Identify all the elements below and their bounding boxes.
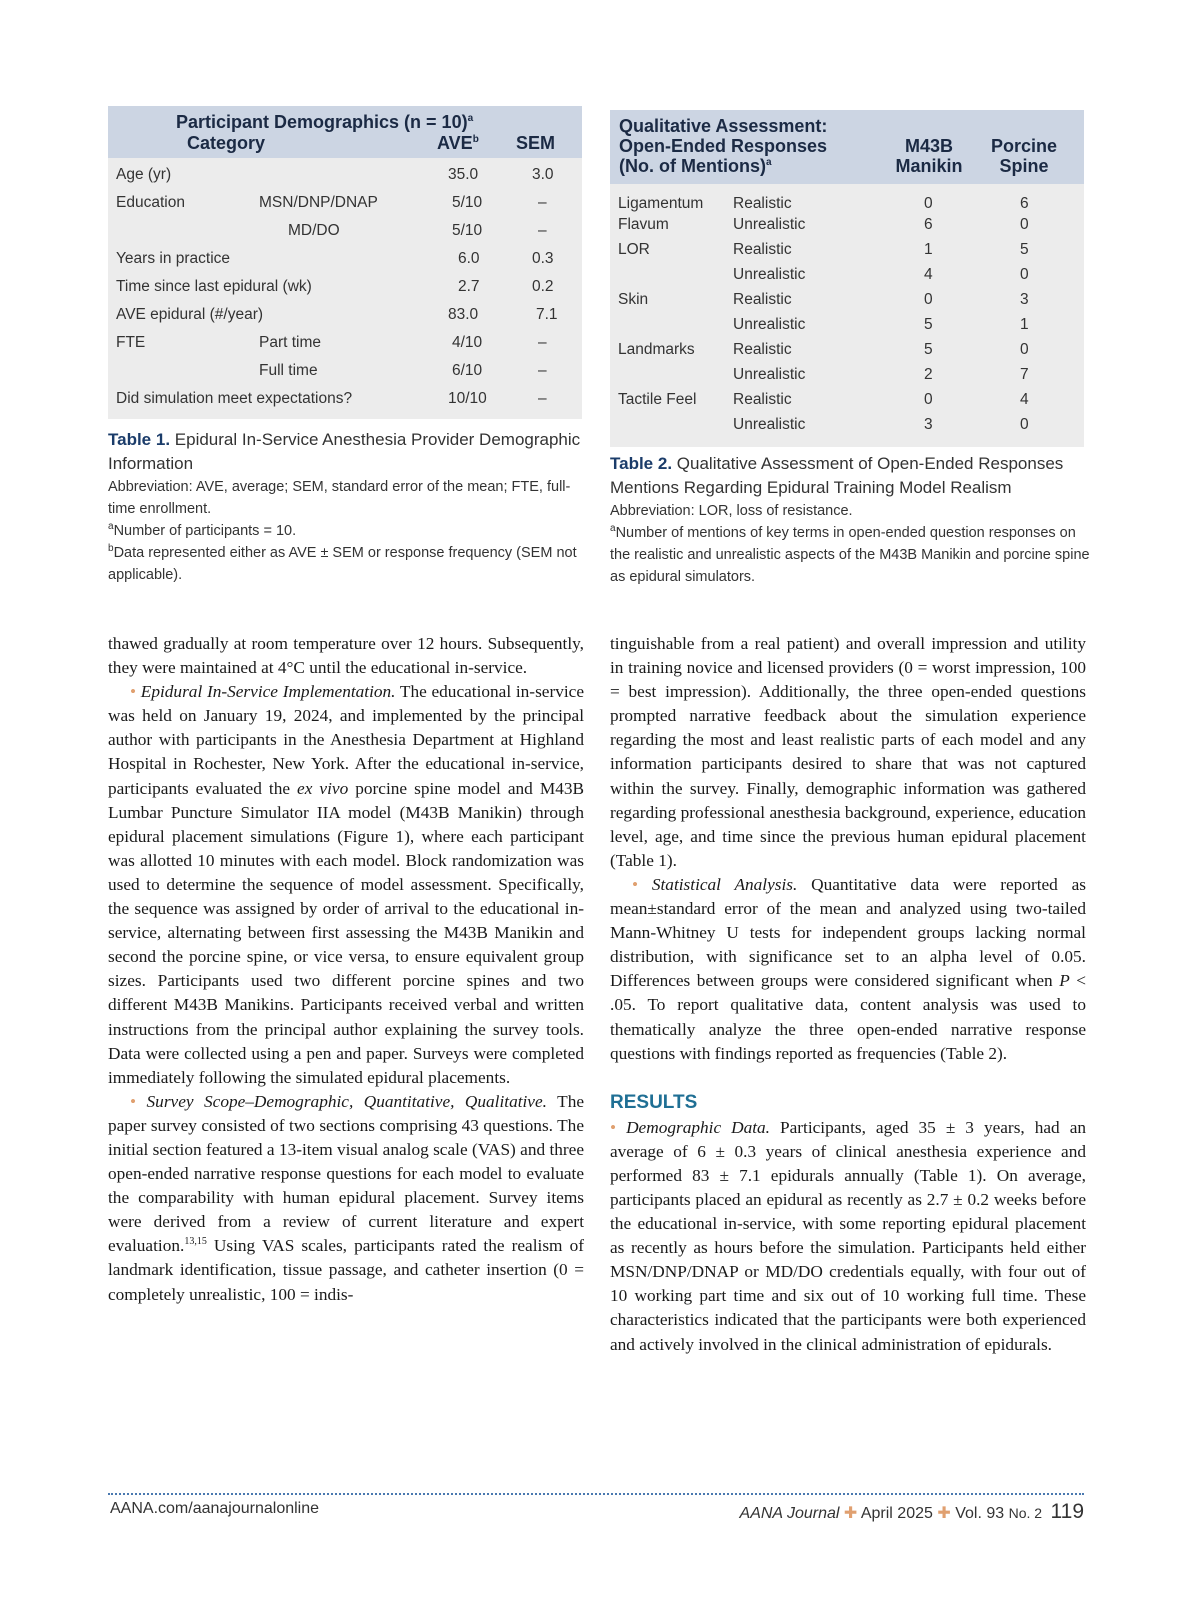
table-2-title: Qualitative Assessment: Open-Ended Responses (No. of Mentions)$^a$ [619, 116, 828, 176]
footer-url[interactable]: AANA.com/aanajournalonline [110, 1500, 320, 1517]
table-row: Unrealistic 3 0 [733, 416, 1029, 433]
paragraph: thawed gradually at room temperature over 12 hours. Subsequently, they were maintained at 4°C until the educational in-service. [108, 634, 584, 678]
page-number: 119 [1050, 1500, 1084, 1523]
table-row: Tactile Feel Realistic 0 4 [618, 391, 1029, 408]
table-row: Full time 6/10 – [259, 362, 547, 379]
paragraph: • Demographic Data. Participants, aged 35 ± 3 years, had an average of 6 ± 0.3 years of clinical anesthesia experience and performed 83 ± 7.1 epidurals annually (Table 1). On average, participants placed an epidural as recently as 2.7 ± 0.2 weeks before the educational in-service, with some reporting epidural placement as recently as hours before the simulation. Participants held either MSN/DNP/DNAP or MD/DO credentials equally, with four out of 10 working part time and six out of 10 working full time. These characteristics indicated that the participants were both experienced and actively involved in the clinical administration of epidurals. [610, 1117, 1087, 1354]
results-heading: RESULTS [610, 1091, 698, 1113]
paragraph: • Epidural In-Service Implementation. The educational in-service was held on January 19, 2024, and implemented by the principal author with participants in the Anesthesia Department at Highland Hospital in Rochester, New York. After the educational in-service, participants evaluated the ex vivo porcine spine model and M43B Lumbar Puncture Simulator IIA model (M43B Manikin) through epidural placement simulations (Figure 1), where each participant was allotted 10 minutes with each model. Block randomization was used to determine the sequence of model assessment. Specifically, the sequence was assigned by order of arrival to the educational in-service, alternating between first assessing the M43B Manikin and second the porcine spine, or vice versa, to ensure equivalent group sizes. Participants used two different porcine spines and two different M43B Manikins. Participants received verbal and written instructions from the principal author explaining the survey tools. Data were collected using a pen and paper. Surveys were completed immediately following the simulated epidural placements. [108, 682, 585, 1087]
table-row: Ligamentum Realistic 0 6 [618, 195, 1029, 212]
table-row: Flavum Unrealistic 6 0 [618, 216, 1029, 233]
paragraph: • Statistical Analysis. Quantitative data were reported as mean±standard error of the mean and analyzed using two-tailed Mann-Whitney U tests for independent groups lacking normal distribution, with significance set to an alpha level of 0.05. Differences between groups were considered significant when P < .05. To report qualitative data, content analysis was used to thematically analyze the three open-ended narrative response questions with findings reported as frequencies (Table 2). [610, 874, 1087, 1063]
footer-divider [108, 1493, 1084, 1495]
table-2 [610, 110, 1084, 447]
table-row: Landmarks Realistic 5 0 [618, 341, 1029, 358]
table-row: Unrealistic 4 0 [733, 266, 1029, 283]
table-1-title: Participant Demographics (n = 10)$^a$ [176, 112, 474, 132]
table-2-header [610, 110, 1084, 184]
bullet-icon: • [130, 1091, 137, 1111]
table-2-col-m43b: M43B Manikin [895, 136, 963, 176]
table-1 [108, 106, 582, 419]
table-row: Time since last epidural (wk) 2.7 0.2 [116, 278, 554, 295]
table-2-caption: Table 2. Qualitative Assessment of Open-Ended Responses Mentions Regarding Epidural Training Model Realism Abbreviation: LOR, loss of resistance. $^a$Number of mentions of key terms in open-ended question responses on the realistic and unrealistic aspects of the M43B Manikin and porcine spine as epidural simulators. [610, 454, 1090, 585]
left-column [108, 632, 584, 1307]
table-1-caption: Table 1. Epidural In-Service Anesthesia Provider Demographic Information Abbreviation: AVE, average; SEM, standard error of the mean; FTE, full-time enrollment. $^a$Number of participants = 10. $^b$Data represented either as AVE ± SEM or response frequency (SEM not applicable). [108, 430, 581, 583]
table-row: AVE epidural (#/year) 83.0 7.1 [116, 306, 558, 323]
bullet-icon: • [632, 874, 639, 894]
paragraph: • Survey Scope–Demographic, Quantitative, Qualitative. The paper survey consisted of two sections comprising 43 questions. The initial section featured a 13-item visual analog scale (VAS) and three open-ended narrative response questions for each model to evaluate the comparability with human epidural placement. Survey items were derived from a review of current literature and expert evaluation.$^{13,15}$ Using VAS scales, participants rated the realism of landmark identification, tissue passage, and catheter insertion (0 = completely unrealistic, 100 = indis- [108, 1091, 585, 1304]
table-row: Age (yr) 35.0 3.0 [116, 166, 554, 183]
table-row: Did simulation meet expectations? 10/10 – [116, 390, 547, 407]
table-2-col-porcine: Porcine Spine [990, 136, 1058, 176]
table-row: Unrealistic 5 1 [733, 316, 1029, 333]
plus-icon: ✚ [937, 1505, 951, 1522]
table-row: Years in practice 6.0 0.3 [116, 250, 554, 267]
bullet-icon: • [610, 1117, 617, 1137]
table-row: Education MSN/DNP/DNAP 5/10 – [116, 194, 547, 211]
plus-icon: ✚ [843, 1505, 858, 1522]
table-1-col-sem: SEM [516, 133, 556, 153]
table-row: FTE Part time 4/10 – [116, 334, 547, 351]
table-row: Unrealistic 2 7 [733, 366, 1029, 383]
bullet-icon: • [130, 682, 137, 702]
table-1-col-ave: AVE$^b$ [437, 133, 479, 153]
table-1-header [108, 106, 582, 158]
paragraph: tinguishable from a real patient) and overall impression and utility in training novice and licensed providers (0 = worst impression, 100 = best impression). Additionally, the three open-ended questions prompted narrative feedback about the simulation experience regarding the most and least realistic parts of each model and any information participants desired to share that was not captured within the survey. Finally, demographic information was gathered regarding professional anesthesia background, experience, education level, age, and time since the previous human epidural placement (Table 1). [610, 634, 1086, 870]
table-row: LOR Realistic 1 5 [618, 241, 1029, 258]
right-column [610, 632, 1086, 1357]
table-1-col-category: Category [187, 133, 266, 153]
table-row: Skin Realistic 0 3 [618, 291, 1029, 308]
footer-citation: AANA Journal ✚ April 2025 ✚ Vol. 93 No. 2 119 [739, 1500, 1084, 1523]
table-row: MD/DO 5/10 – [288, 222, 547, 239]
